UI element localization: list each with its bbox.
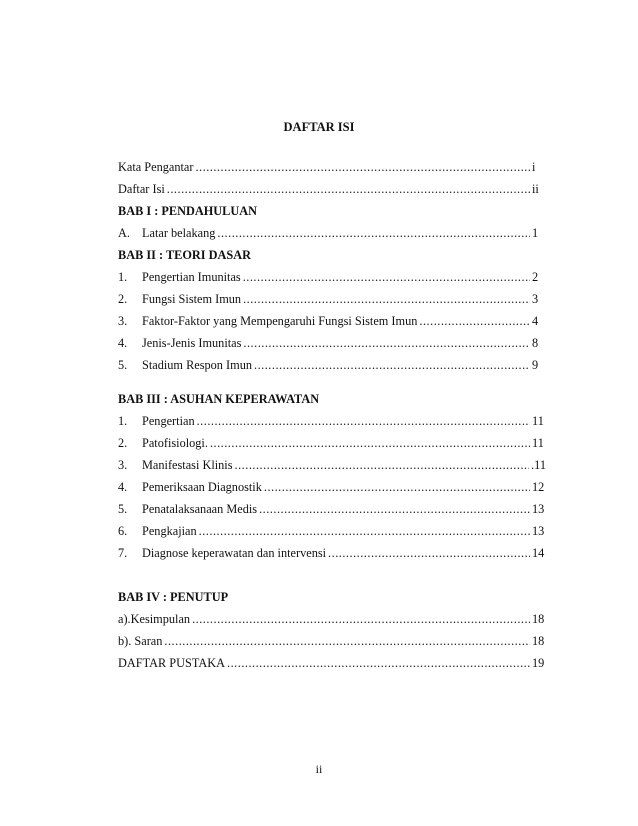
toc-number: 4. xyxy=(118,336,128,350)
toc-label: Pengertian xyxy=(142,414,195,428)
toc-page-number: .11 xyxy=(531,458,546,472)
toc-label: a).Kesimpulan xyxy=(118,612,191,626)
page-title: DAFTAR ISI xyxy=(283,120,355,134)
toc-label: Fungsi Sistem Imun xyxy=(142,292,242,306)
toc-label: Jenis-Jenis Imunitas xyxy=(142,336,242,350)
leader-dots xyxy=(210,436,530,450)
table-of-contents xyxy=(118,160,546,678)
toc-entry-latar-belakang xyxy=(118,226,546,240)
toc-page-number: 2 xyxy=(532,270,539,284)
leader-dots xyxy=(199,524,530,538)
toc-heading-label: BAB I : PENDAHULUAN xyxy=(118,204,258,218)
toc-number: 5. xyxy=(118,502,128,516)
toc-label: Faktor-Faktor yang Mempengaruhi Fungsi Sistem Imun xyxy=(142,314,418,328)
toc-entry-daftar-pustaka xyxy=(118,656,546,670)
leader-dots xyxy=(243,292,530,306)
page-number-footer: ii xyxy=(315,762,323,776)
toc-page-number: 4 xyxy=(532,314,539,328)
leader-dots xyxy=(164,634,530,648)
leader-dots xyxy=(227,656,530,670)
toc-entry-penatalaksanaan-medis xyxy=(118,502,546,516)
toc-page-number: 11 xyxy=(532,414,544,428)
toc-entry-pengertian-imunitas xyxy=(118,270,546,284)
toc-label: Pemeriksaan Diagnostik xyxy=(142,480,262,494)
toc-label: Stadium Respon Imun xyxy=(142,358,252,372)
toc-entry-pengkajian xyxy=(118,524,546,538)
toc-heading-label: BAB III : ASUHAN KEPERAWATAN xyxy=(118,392,320,406)
toc-label: Penatalaksanaan Medis xyxy=(142,502,258,516)
toc-number: 1. xyxy=(118,414,128,428)
toc-page-number: 3 xyxy=(532,292,539,306)
toc-page-number: i xyxy=(532,160,536,174)
toc-label: Pengkajian xyxy=(142,524,197,538)
toc-number: 5. xyxy=(118,358,128,372)
leader-dots xyxy=(167,182,530,196)
toc-entry-patofisiologi xyxy=(118,436,546,450)
leader-dots xyxy=(243,270,530,284)
toc-label: Manifestasi Klinis xyxy=(142,458,233,472)
toc-label: Diagnose keperawatan dan intervensi xyxy=(142,546,327,560)
toc-entry-pengertian xyxy=(118,414,546,428)
toc-page-number: 18 xyxy=(532,634,545,648)
toc-heading-bab-1 xyxy=(118,204,546,218)
toc-label: Latar belakang xyxy=(142,226,216,240)
toc-entry-diagnose-keperawatan xyxy=(118,546,546,560)
toc-page-number: ii xyxy=(532,182,539,196)
toc-heading-bab-2 xyxy=(118,248,546,262)
toc-page-number: 14 xyxy=(532,546,545,560)
toc-page-number: 13 xyxy=(532,524,545,538)
toc-number: 3. xyxy=(118,458,128,472)
toc-page-number: 11 xyxy=(532,436,544,450)
toc-number: 6. xyxy=(118,524,128,538)
toc-entry-stadium-respon-imun xyxy=(118,358,546,372)
toc-entry-manifestasi-klinis xyxy=(118,458,546,472)
toc-entry-pemeriksaan-diagnostik xyxy=(118,480,546,494)
toc-entry-kata-pengantar xyxy=(118,160,546,174)
toc-heading-bab-4 xyxy=(118,590,546,604)
toc-page-number: 8 xyxy=(532,336,539,350)
toc-heading-label: BAB II : TEORI DASAR xyxy=(118,248,252,262)
toc-label: Daftar Isi xyxy=(118,182,165,196)
toc-number: 3. xyxy=(118,314,128,328)
toc-number: 7. xyxy=(118,546,128,560)
toc-number: 2. xyxy=(118,292,128,306)
toc-page-number: 1 xyxy=(532,226,539,240)
spacer xyxy=(118,568,546,590)
leader-dots xyxy=(195,160,530,174)
leader-dots xyxy=(419,314,530,328)
toc-page-number: 9 xyxy=(532,358,539,372)
toc-label: b). Saran xyxy=(118,634,163,648)
toc-label: Patofisiologi. xyxy=(142,436,208,450)
toc-page-number: 18 xyxy=(532,612,545,626)
toc-label: Pengertian Imunitas xyxy=(142,270,241,284)
toc-label: DAFTAR PUSTAKA xyxy=(118,656,226,670)
toc-entry-kesimpulan xyxy=(118,612,546,626)
leader-dots xyxy=(197,414,530,428)
leader-dots xyxy=(259,502,530,516)
toc-page-number: 13 xyxy=(532,502,545,516)
toc-page-number: 19 xyxy=(532,656,545,670)
spacer xyxy=(118,380,546,392)
leader-dots xyxy=(243,336,530,350)
toc-entry-jenis-imunitas xyxy=(118,336,546,350)
toc-number: 2. xyxy=(118,436,128,450)
leader-dots xyxy=(254,358,530,372)
leader-dots xyxy=(192,612,530,626)
toc-entry-daftar-isi xyxy=(118,182,546,196)
leader-dots xyxy=(235,458,530,472)
toc-number: 4. xyxy=(118,480,128,494)
leader-dots xyxy=(328,546,530,560)
leader-dots xyxy=(264,480,530,494)
toc-label: Kata Pengantar xyxy=(118,160,194,174)
toc-heading-bab-3 xyxy=(118,392,546,406)
leader-dots xyxy=(217,226,530,240)
toc-number: 1. xyxy=(118,270,128,284)
toc-entry-faktor-faktor xyxy=(118,314,546,328)
toc-entry-saran xyxy=(118,634,546,648)
toc-page-number: 12 xyxy=(532,480,545,494)
toc-number: A. xyxy=(118,226,130,240)
toc-entry-fungsi-sistem-imun xyxy=(118,292,546,306)
toc-heading-label: BAB IV : PENUTUP xyxy=(118,590,229,604)
